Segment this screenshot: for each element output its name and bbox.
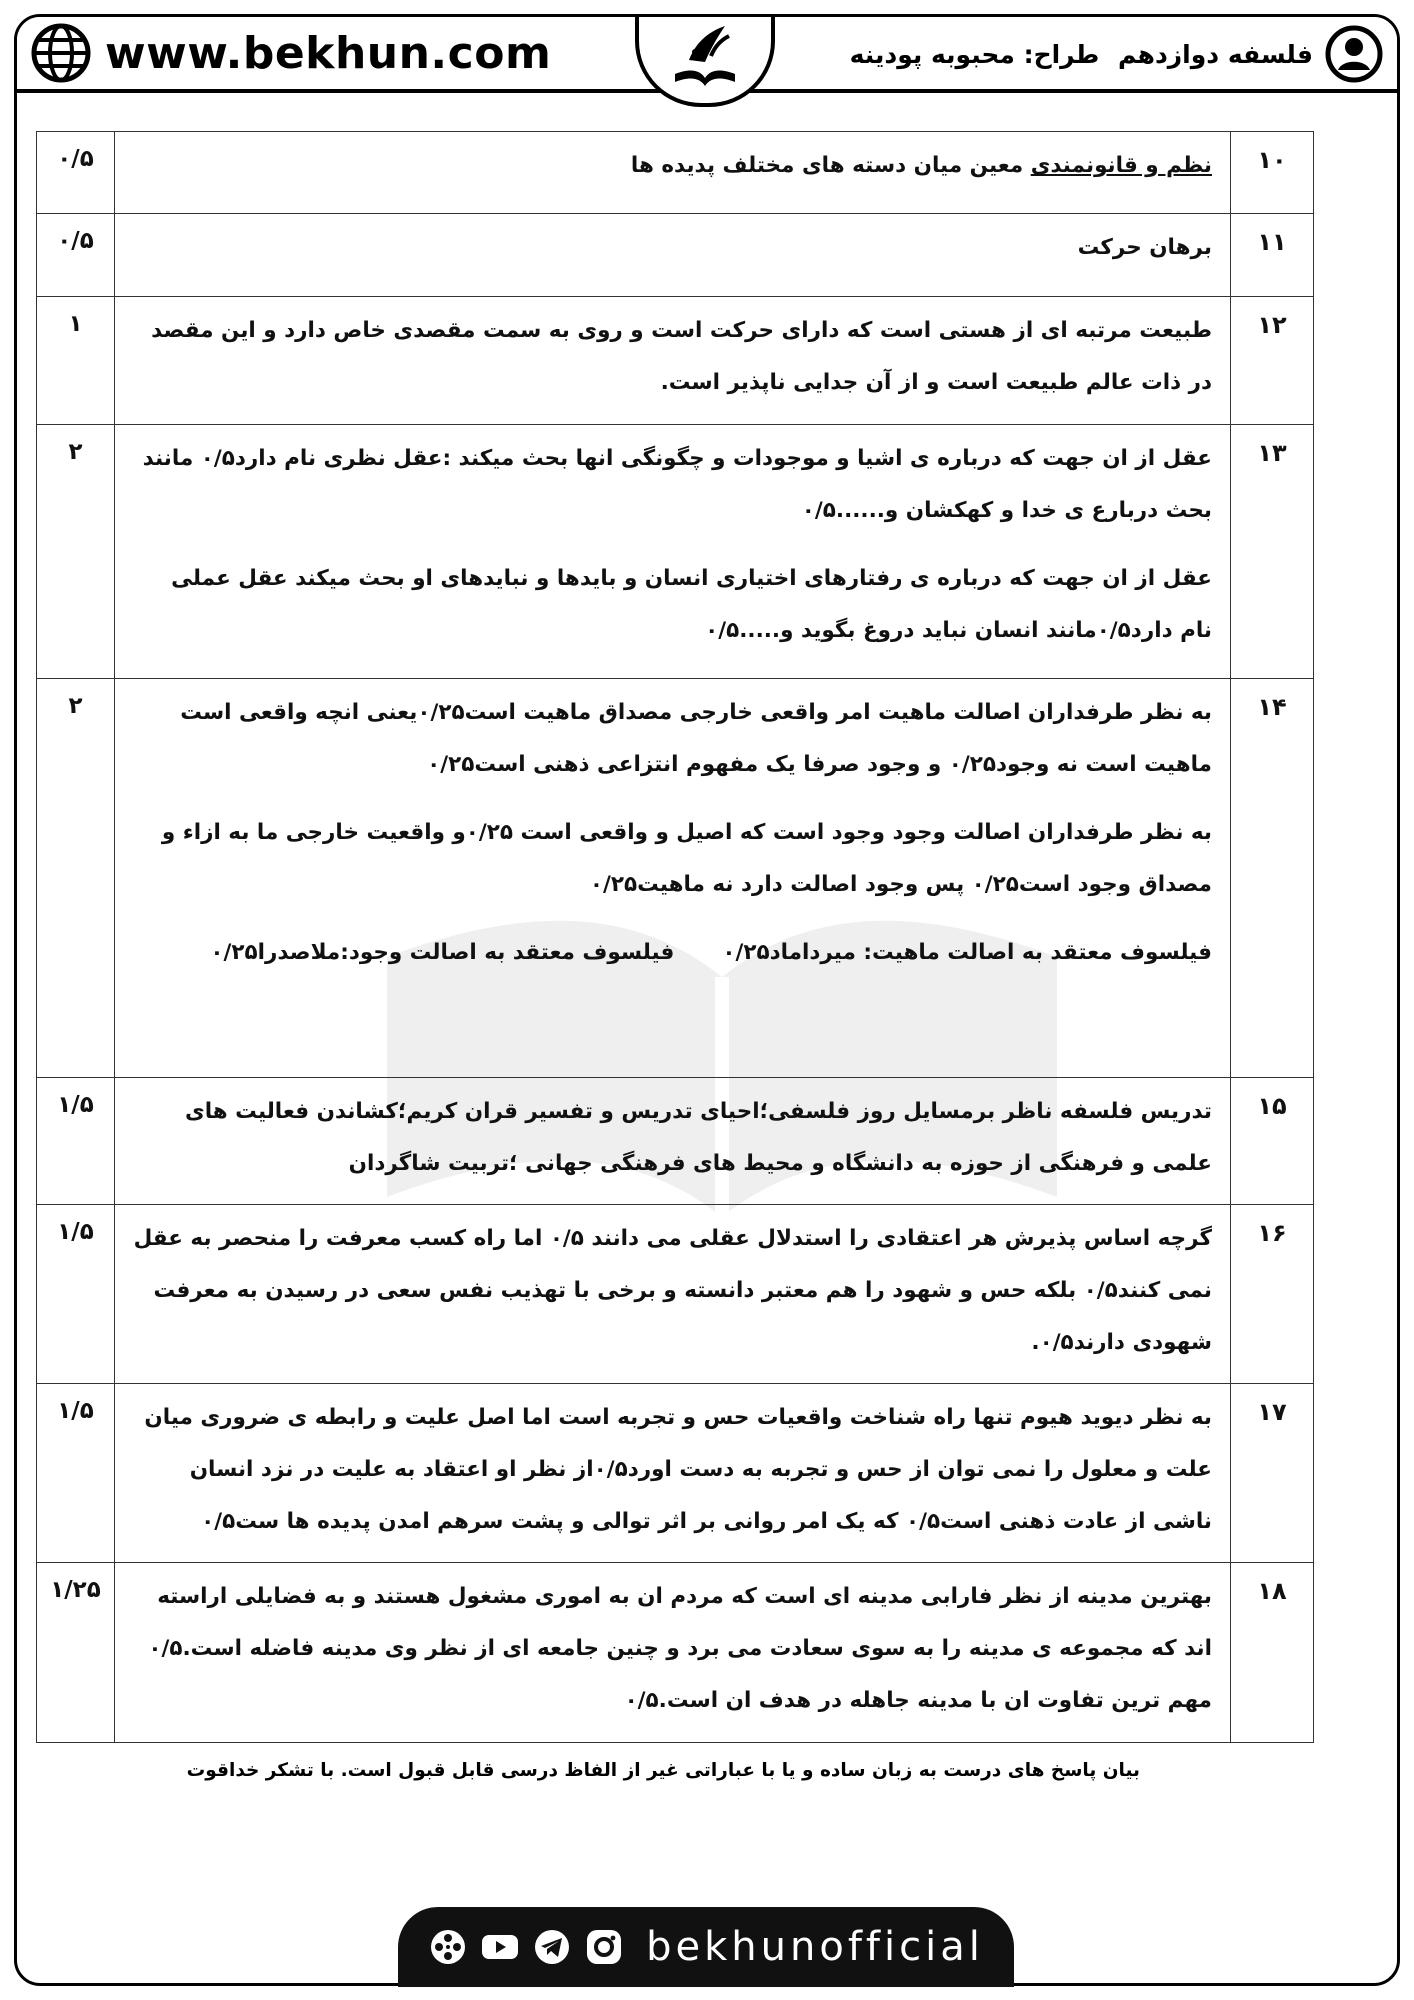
answer-text: نظم و قانونمندی معین میان دسته های مختلف پدیده ها <box>115 132 1231 214</box>
social-bar <box>398 1907 1014 1987</box>
globe-icon <box>31 23 91 83</box>
header-bar <box>17 17 1397 93</box>
answer-text: طبیعت مرتبه ای از هستی است که دارای حرکت است و روی به سمت مقصدی خاص دارد و این مقصد در ذات عالم طبیعت است و از آن جدایی ناپذیر است. <box>115 297 1231 425</box>
table-row <box>37 1205 1314 1384</box>
header-text <box>840 40 1313 69</box>
reel-icon[interactable] <box>428 1927 468 1967</box>
table-row <box>37 214 1314 297</box>
answer-text: برهان حرکت <box>115 214 1231 297</box>
answer-text: تدریس فلسفه ناظر برمسایل روز فلسفی؛احیای تدریس و تفسیر قران کریم؛کشاندن فعالیت های علمی و فرهنگی از حوزه به دانشگاه و محیط های فرهنگی جهانی ؛تربیت شاگردان <box>115 1078 1231 1205</box>
question-number: ۱۷ <box>1231 1384 1314 1563</box>
header-title <box>840 25 1383 83</box>
underlined-term: نظم و قانونمندی <box>1030 153 1212 178</box>
score: ۰/۵ <box>37 132 115 214</box>
score: ۱/۲۵ <box>37 1563 115 1743</box>
answer-text: بهترین مدینه از نظر فارابی مدینه ای است که مردم ان به اموری مشغول هستند و به فضایلی اراسته اند که مجموعه ی مدینه را به سوی سعادت می برد و چنین جامعه ای از نظر وی مدینه فاضله است.۰/۵ مهم ترین تفاوت ان با مدینه جاهله در هدف ان است.۰/۵ <box>115 1563 1231 1743</box>
score: ۲ <box>37 679 115 1078</box>
table-row <box>37 1078 1314 1205</box>
table-row <box>37 425 1314 679</box>
table-row <box>37 297 1314 425</box>
course-title: فلسفه دوازدهم <box>1118 39 1313 69</box>
table-row <box>37 679 1314 1078</box>
site-url: www.bekhun.com <box>105 27 552 79</box>
telegram-icon[interactable] <box>532 1927 572 1967</box>
answer-text: به نظر طرفداران اصالت ماهیت امر واقعی خارجی مصداق ماهیت است۰/۲۵یعنی انچه واقعی است ماهیت است نه وجود۰/۲۵ و وجود صرفا یک مفهوم انتزاعی ذهنی است۰/۲۵ به نظر طرفداران اصالت وجود وجود است که اصیل و واقعی است ۰/۲۵و واقعیت خارجی ما به ازاء و مصداق وجود است۰/۲۵ پس وجود اصالت دارد نه ماهیت۰/۲۵ فیلسوف معتقد به اصالت ماهیت: میرداماد۰/۲۵فیلسوف معتقد به اصالت وجود:ملاصدرا۰/۲۵ <box>115 679 1231 1078</box>
score: ۱/۵ <box>37 1205 115 1384</box>
answer-text: گرچه اساس پذیرش هر اعتقادی را استدلال عقلی می دانند ۰/۵ اما راه کسب معرفت را منحصر به عقل نمی کنند۰/۵ بلکه حس و شهود را هم معتبر دانسته و برخی با تهذیب نفس سعی در رسیدن به معرفت شهودی دارند۰/۵. <box>115 1205 1231 1384</box>
answers-table <box>36 131 1314 1743</box>
footnote: بیان پاسخ های درست به زبان ساده و یا با عباراتی غیر از الفاظ درسی قابل قبول است. با تشکر خداقوت <box>186 1760 1140 1781</box>
user-icon <box>1325 25 1383 83</box>
answer-text: عقل از ان جهت که درباره ی اشیا و موجودات و چگونگی انها بحث میکند :عقل نظری نام دارد۰/۵ مانند بحث دربارع ی خدا و کهکشان و......۰/۵ عقل از ان جهت که درباره ی رفتارهای اختیاری انسان و بایدها و نبایدهای او بحث میکند عقل عملی نام دارد۰/۵مانند انسان نباید دروغ بگوید و.....۰/۵ <box>115 425 1231 679</box>
question-number: ۱۳ <box>1231 425 1314 679</box>
logo-icon <box>655 16 755 96</box>
table-row <box>37 1563 1314 1743</box>
instagram-icon[interactable] <box>584 1927 624 1967</box>
score: ۱/۵ <box>37 1384 115 1563</box>
table-row <box>37 132 1314 214</box>
question-number: ۱۲ <box>1231 297 1314 425</box>
question-number: ۱۰ <box>1231 132 1314 214</box>
question-number: ۱۸ <box>1231 1563 1314 1743</box>
score: ۱/۵ <box>37 1078 115 1205</box>
question-number: ۱۶ <box>1231 1205 1314 1384</box>
score: ۲ <box>37 425 115 679</box>
designer-label: طراح: محبوبه پودینه <box>849 39 1100 69</box>
youtube-icon[interactable] <box>480 1927 520 1967</box>
score: ۰/۵ <box>37 214 115 297</box>
table-row <box>37 1384 1314 1563</box>
question-number: ۱۴ <box>1231 679 1314 1078</box>
site-link[interactable] <box>31 23 551 83</box>
social-handle[interactable]: bekhunofficial <box>646 1924 984 1970</box>
question-number: ۱۵ <box>1231 1078 1314 1205</box>
answer-text: به نظر دیوید هیوم تنها راه شناخت واقعیات حس و تجربه است اما اصل علیت و رابطه ی ضروری میان علت و معلول را نمی توان از حس و تجربه به دست اورد۰/۵از نظر او اعتقاد به علیت در نزد انسان ناشی از عادت ذهنی است۰/۵ که یک امر روانی بر اثر توالی و پشت سرهم امدن پدیده ها ست۰/۵ <box>115 1384 1231 1563</box>
question-number: ۱۱ <box>1231 214 1314 297</box>
score: ۱ <box>37 297 115 425</box>
philosophers-line: فیلسوف معتقد به اصالت ماهیت: میرداماد۰/۲۵فیلسوف معتقد به اصالت وجود:ملاصدرا۰/۲۵ <box>210 940 1212 965</box>
logo-badge <box>635 14 775 107</box>
